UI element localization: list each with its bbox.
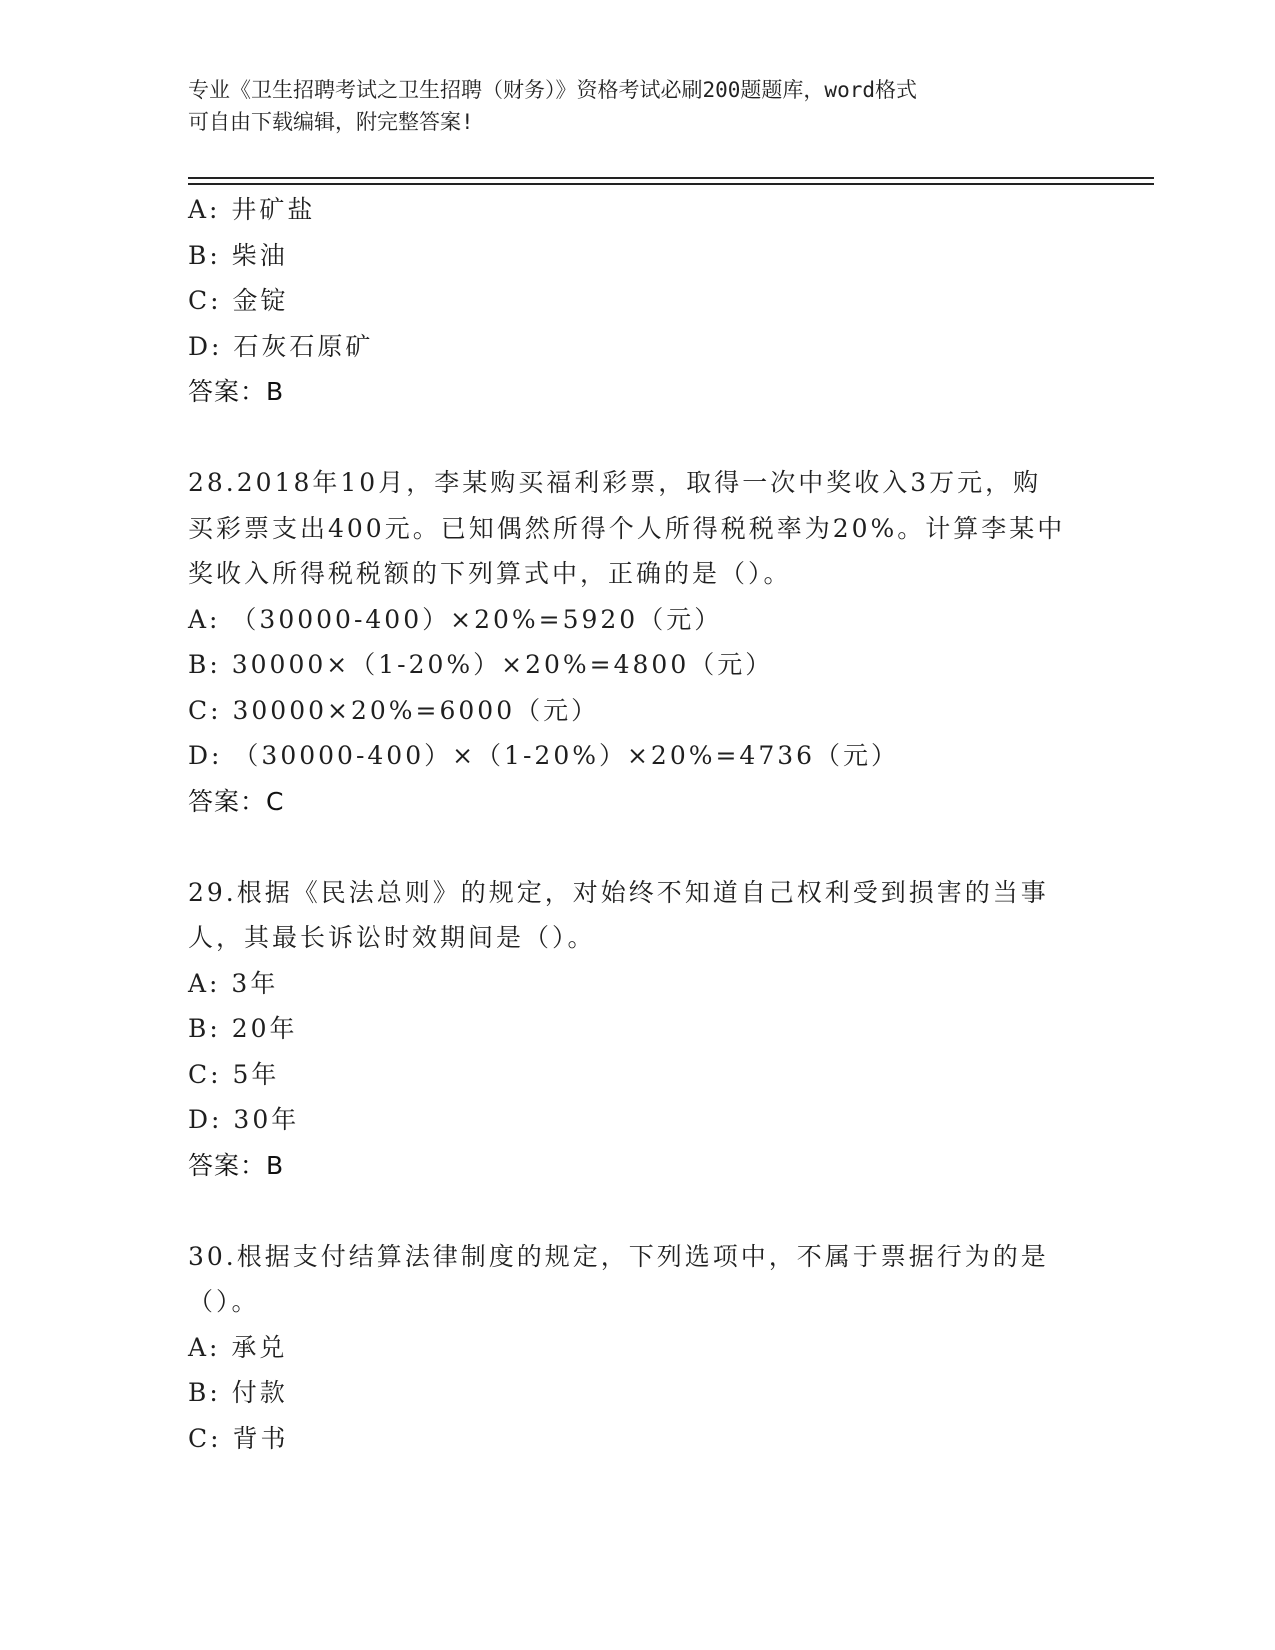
question-stem: 人，其最长诉讼时效期间是（）。: [188, 923, 596, 952]
header-title-line-2: 可自由下载编辑，附完整答案!: [188, 110, 474, 134]
spacer: [188, 1188, 1088, 1234]
spacer: [188, 824, 1088, 870]
question-28: [188, 460, 1088, 824]
option-d: D: 30年: [188, 1105, 300, 1134]
option-b: B: 30000×（1-20%）×20%=4800（元）: [188, 650, 774, 679]
question-stem: 买彩票支出400元。已知偶然所得个人所得税税率为20%。计算李某中: [188, 513, 1066, 543]
answer-line: 答案：B: [188, 1150, 285, 1180]
question-stem: 30.根据支付结算法律制度的规定，下列选项中，不属于票据行为的是: [188, 1241, 1049, 1271]
option-a: A: 承兑: [188, 1332, 288, 1362]
question-29: [188, 870, 1088, 1189]
header-title-line-1: 专业《卫生招聘考试之卫生招聘（财务）》资格考试必刷200题题库，word格式: [188, 78, 917, 102]
question-list: [188, 187, 1088, 1461]
question-27: [188, 187, 1088, 415]
option-a: A: 井矿盐: [188, 195, 316, 224]
answer-line: 答案：B: [188, 377, 285, 406]
option-b: B: 付款: [188, 1378, 288, 1407]
header-divider-top: [188, 177, 1154, 179]
question-stem: （）。: [188, 1287, 260, 1316]
option-c: C: 30000×20%=6000（元）: [188, 695, 600, 725]
option-c: C: 金锭: [188, 286, 289, 315]
question-stem: 29.根据《民法总则》的规定，对始终不知道自己权利受到损害的当事: [188, 877, 1049, 907]
document-header: [188, 74, 1068, 138]
option-b: B: 柴油: [188, 240, 288, 270]
option-a: A: （30000-400）×20%=5920（元）: [188, 604, 723, 634]
question-stem: 28.2018年10月，李某购买福利彩票，取得一次中奖收入3万元，购: [188, 468, 1042, 497]
option-d: D: 石灰石原矿: [188, 331, 374, 361]
option-d: D: （30000-400）×（1-20%）×20%=4736（元）: [188, 741, 900, 770]
header-divider-bottom: [188, 183, 1154, 185]
option-c: C: 5年: [188, 1059, 280, 1089]
question-30: [188, 1234, 1088, 1462]
option-a: A: 3年: [188, 968, 279, 998]
answer-line: 答案：C: [188, 786, 285, 816]
option-c: C: 背书: [188, 1423, 289, 1453]
option-b: B: 20年: [188, 1014, 298, 1043]
spacer: [188, 415, 1088, 461]
question-stem: 奖收入所得税税额的下列算式中，正确的是（）。: [188, 559, 792, 588]
